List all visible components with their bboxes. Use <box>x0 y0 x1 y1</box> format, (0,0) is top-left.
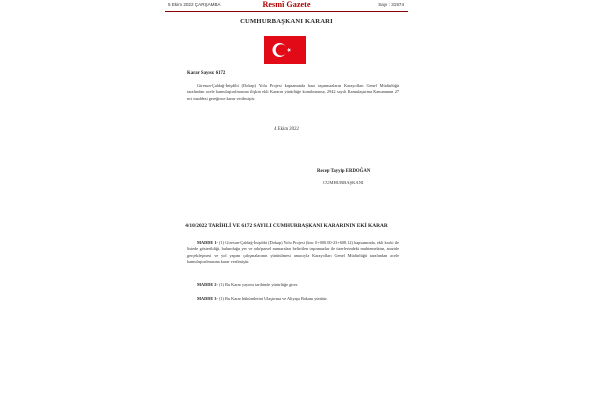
header-title: Resmî Gazete <box>262 0 311 9</box>
gazette-page <box>165 0 408 405</box>
article-2 <box>187 282 399 288</box>
turkish-flag-icon <box>264 36 306 64</box>
section-title: CUMHURBAŞKANI KARARI <box>240 18 333 25</box>
article-1-text: (1) Giresun-Çaldağ-İnişdibi (Dokap) Yolu Projesi (km: 0+000.00-23+608.12) kapsamında, ekli kroki ile listede gösterildiği, bulunduğu yer ve ada/parsel numaraları belirtilen taşınmazlar ile üzerlerindeki muhtemelatın, arazide gerçekleşmesi ve yol yapım çalışmalarının yürütülmesi amacıyla Karayolları Genel Müdürlüğü tarafından acele kamulaştırılmasına karar verilmiştir. <box>187 240 399 265</box>
annex-title: 4/10/2022 TARİHLİ VE 6172 SAYILI CUMHURBAŞKANI KARARININ EKİ KARAR <box>185 223 388 229</box>
header-date: 5 Ekim 2022 ÇARŞAMBA <box>168 2 221 7</box>
article-1-label: MADDE 1- <box>197 240 218 245</box>
decision-date: 4 Ekim 2022 <box>274 127 299 132</box>
signer-title: CUMHURBAŞKANI <box>323 180 364 185</box>
signer-name: Recep Tayyip ERDOĞAN <box>317 169 371 174</box>
flag-crescent-inner <box>276 44 287 55</box>
article-2-text: (1) Bu Karar yayımı tarihinde yürürlüğe girer. <box>217 282 299 287</box>
article-1 <box>187 240 399 266</box>
header-issue-number: Sayı : 31974 <box>378 2 404 7</box>
article-3 <box>187 296 399 302</box>
decision-number: Karar Sayısı: 6172 <box>187 71 226 76</box>
flag-svg <box>264 36 306 64</box>
article-2-label: MADDE 2- <box>197 282 218 287</box>
gazette-header <box>165 0 408 12</box>
article-3-label: MADDE 3- <box>197 296 218 301</box>
article-3-text: (1) Bu Karar hükümlerini Ulaştırma ve Altyapı Bakanı yürütür. <box>217 296 328 301</box>
decision-paragraph: Giresun-Çaldağ-İnişdibi (Dokap) Yolu Projesi kapsamında bazı taşınmazların Karayolları Genel Müdürlüğü tarafından acele kamulaştırılmasına ilişkin ekli Kararın yürürlüğe konulmasına, 2942 sayılı Kamulaştırma Kanununun 27 nci maddesi gereğince karar verilmiştir. <box>187 83 399 101</box>
